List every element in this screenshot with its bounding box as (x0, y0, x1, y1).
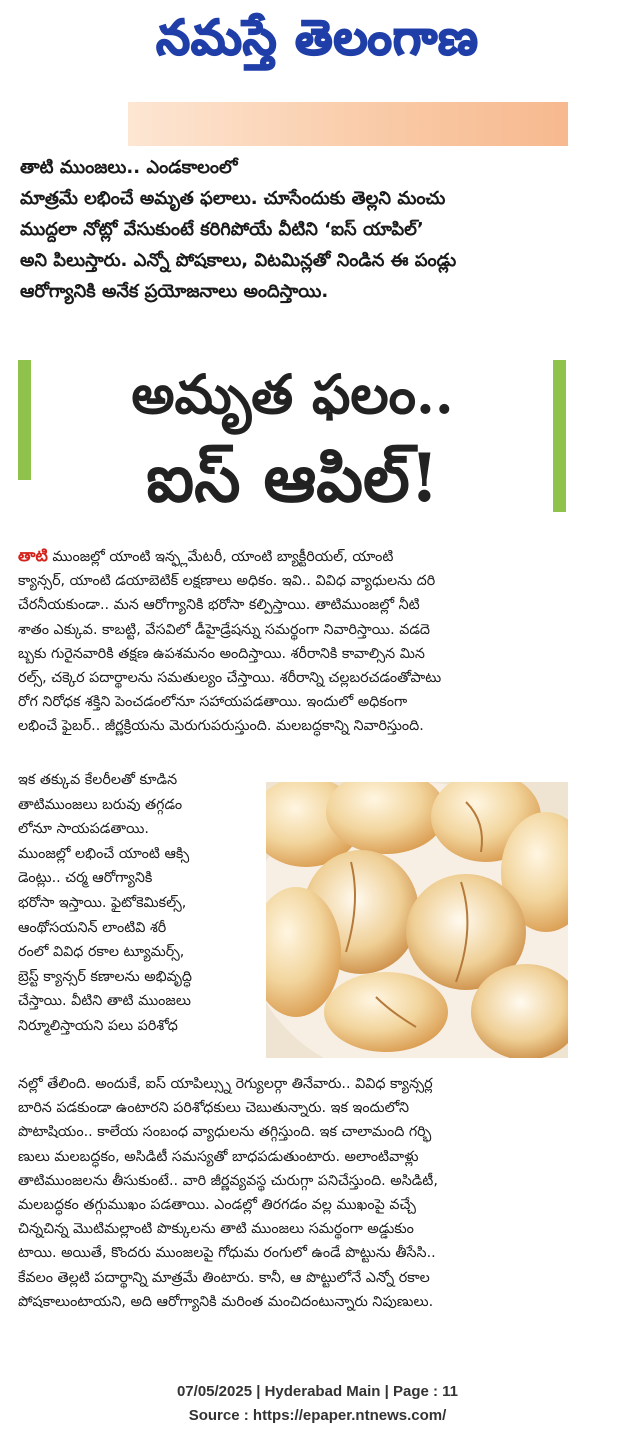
article-line: చిన్నచిన్న మొటిమల్లాంటి పొక్కులను తాటి ముంజలు సమర్థంగా అడ్డుకుం (18, 1221, 414, 1238)
intro-line: మాత్రమే లభించే అమృత ఫలాలు. చూసేందుకు తెల్లని మంచు (20, 188, 446, 209)
article-line: ణులు మలబద్ధకం, అసిడిటీ సమస్యతో బాధపడుతుంటారు. అలాంటివాళ్లు (18, 1148, 419, 1165)
intro-line: అని పిలుస్తారు. ఎన్నో పోషకాలు, విటమిన్లతో నిండిన ఈ పండ్లు (20, 250, 457, 271)
column-line: ఇక తక్కువ కేలరీలతో కూడిన (18, 772, 178, 788)
ice-apple-photo (266, 782, 568, 1058)
column-line: రంలో వివిధ రకాల ట్యూమర్స్, (18, 944, 185, 961)
ice-apple-illustration (266, 782, 568, 1058)
column-line: లోనూ సాయపడతాయి. (18, 821, 149, 838)
accent-bar-right (553, 360, 566, 512)
intro-line: తాటి ముంజలు.. ఎండకాలంలో (20, 157, 238, 178)
headline-line-2: ఐస్ ఆపిల్! (146, 439, 439, 517)
article-line: లభించే ఫైబర్.. జీర్ణక్రియను మెరుగుపరుస్తుంది. మలబద్ధకాన్ని నివారిస్తుంది. (18, 718, 424, 735)
footer-date-edition: 07/05/2025 | Hyderabad Main | Page : 11 (176, 1383, 459, 1400)
article-line: నల్లో తేలింది. అందుకే, ఐస్ యాపిల్స్ను రెగ్యులర్గా తినేవారు.. వివిధ క్యాన్సర్ల (18, 1076, 433, 1092)
accent-bar-left (18, 360, 31, 480)
article-column (18, 768, 258, 1039)
masthead (0, 0, 635, 90)
column-line: నిర్మూలిస్తాయని పలు పరిశోధ (18, 1017, 178, 1034)
article-line: బ్బకు గురైనవారికి తక్షణ ఉపశమనం అందిస్తాయి. శరీరానికి కావాల్సిన మిన (18, 645, 425, 662)
article-line: శాతం ఎక్కువ. కాబట్టి, వేసవిలో డీహైడ్రేషన్ను సమర్థంగా నివారిస్తాయి. వడదె (18, 621, 431, 638)
article-line: ముంజల్లో యాంటి ఇన్ఫ్లమేటరీ, యాంటి బ్యాక్టీరియల్, యాంటి (47, 549, 394, 565)
column-line: చేస్తాయి. వీటిని తాటి ముంజలు (18, 993, 191, 1010)
column-line: తాటిముంజలు బరువు తగ్గడం (18, 796, 183, 813)
article-line: మలబద్ధకం తగ్గుముఖం పడతాయి. ఎండల్లో తిరగడం వల్ల ముఖంపై వచ్చే (18, 1197, 416, 1214)
article-line: చేరనీయకుండా.. మన ఆరోగ్యానికి భరోసా కల్పిస్తాయి. తాటిముంజల్లో నీటి (18, 597, 420, 614)
intro-line: ముద్దలా నోట్లో వేసుకుంటే కరిగిపోయే వీటిని ‘ఐస్ యాపిల్’ (20, 219, 424, 240)
article-line: బారిన పడకుండా ఉంటారని పరిశోధకులు చెబుతున్నారు. ఇక ఇందులోని (18, 1100, 410, 1117)
article-line: పోషకాలుంటాయని, అది ఆరోగ్యానికి మరింత మంచిదంటున్నారు నిపుణులు. (18, 1293, 434, 1310)
column-line: ముంజల్లో లభించే యాంటి ఆక్సి (18, 845, 190, 862)
article-bottom (18, 1072, 572, 1314)
article-line: రల్స్, చక్కెర పదార్థాలను సమతుల్యం చేస్తాయి. శరీరాన్ని చల్లబరచడంతోపాటు (18, 670, 442, 687)
article-line: టాయి. అయితే, కొందరు ముంజలపై గోధుమ రంగులో ఉండే పొట్టును తీసేసి.. (18, 1245, 436, 1262)
intro-paragraph (20, 152, 580, 307)
article-line: తాటిముంజలను తీసుకుంటే.. వారి జీర్ణవ్యవస్థ చురుగ్గా పనిచేస్తుంది. అసిడిటీ, (18, 1172, 438, 1189)
lead-word: తాటి (18, 546, 48, 565)
masthead-title: నమస్తే తెలంగాణ (156, 10, 479, 66)
headline (35, 354, 550, 522)
page-footer (0, 1380, 635, 1428)
column-line: భరోసా ఇస్తాయి. ఫైటోకెమికల్స్, (18, 894, 187, 911)
decorative-banner (128, 102, 568, 146)
article-line: కేవలం తెల్లటి పదార్థాన్ని మాత్రమే తింటారు. కానీ, ఆ పొట్టులోనే ఎన్నో రకాల (18, 1269, 430, 1286)
article-line: రోగ నిరోధక శక్తిని పెంచడంలోనూ సహాయపడతాయి. ఇందులో అధికంగా (18, 694, 408, 711)
column-line: ఆంథోసయనిన్ లాంటివి శరీ (18, 919, 167, 936)
column-line: డెంట్లు.. చర్మ ఆరోగ్యానికి (18, 870, 153, 887)
column-line: బ్రెస్ట్ క్యాన్సర్ కణాలను అభివృద్ధి (18, 968, 192, 985)
intro-line: ఆరోగ్యానికి అనేక ప్రయోజనాలు అందిస్తాయి. (20, 281, 329, 302)
footer-source-link[interactable]: Source : https://epaper.ntnews.com/ (188, 1407, 447, 1424)
article-line: పొటాషియం.. కాలేయ సంబంధ వ్యాధులను తగ్గిస్తుంది. ఇక చాలామంది గర్భి (18, 1124, 432, 1141)
article-line: క్యాన్సర్, యాంటి డయాబెటిక్ లక్షణాలు అధికం. ఇవి.. వివిధ వ్యాధులను దరి (18, 573, 436, 590)
headline-line-1: అమృత ఫలం.. (131, 362, 454, 426)
article-top (18, 544, 572, 739)
